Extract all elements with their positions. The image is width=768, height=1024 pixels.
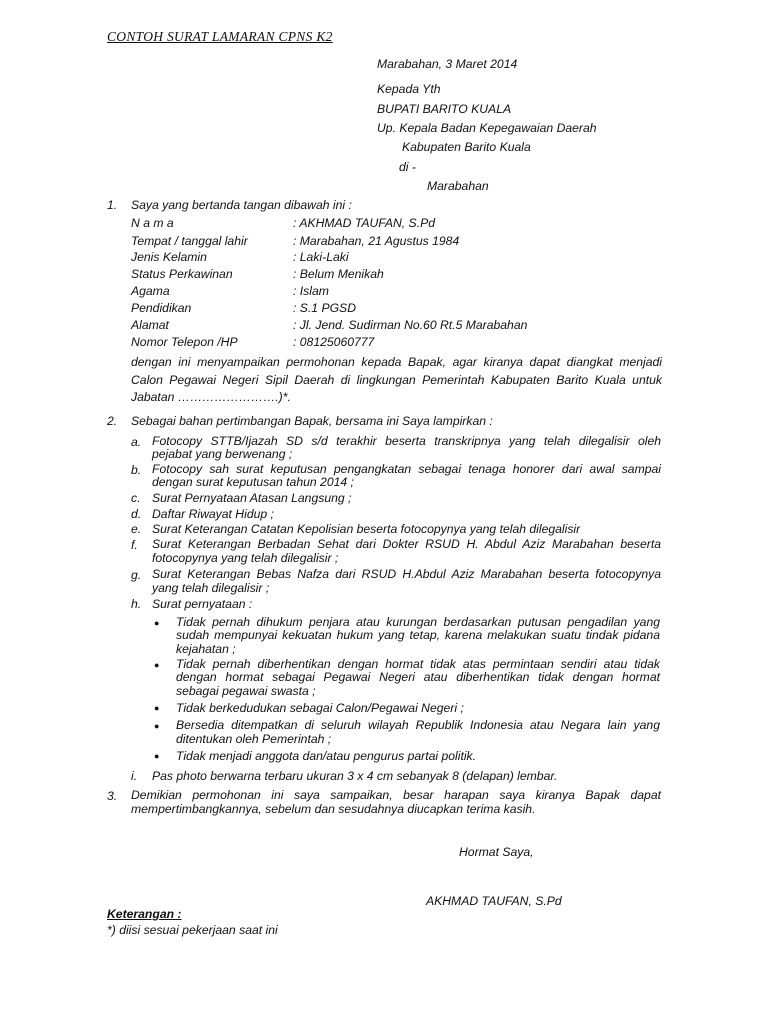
attachment-letter: b. bbox=[131, 463, 142, 477]
attachment-text: Daftar Riwayat Hidup ; bbox=[152, 507, 274, 521]
statement-text: ditentukan oleh Pemerintah ; bbox=[176, 732, 332, 746]
bullet-icon: ● bbox=[154, 618, 160, 628]
field-label: Nomor Telepon /HP bbox=[131, 335, 238, 349]
statement-text: Tidak menjadi anggota dan/atau pengurus partai politik. bbox=[176, 749, 477, 763]
attachment-letter: h. bbox=[131, 597, 142, 611]
attachment-letter: g. bbox=[131, 568, 142, 582]
closing-paragraph-line: mempertimbangkannya, sebelum dan sesudahnya diucapkan terima kasih. bbox=[131, 802, 536, 816]
section-intro: Sebagai bahan pertimbangan Bapak, bersama ini Saya lampirkan : bbox=[131, 414, 493, 428]
closing-paragraph-line: Demikian permohonan ini saya sampaikan, besar harapan saya kiranya Bapak dapat bbox=[131, 788, 661, 802]
note-text: *) diisi sesuai pekerjaan saat ini bbox=[107, 923, 278, 937]
recipient-line: BUPATI BARITO KUALA bbox=[377, 102, 512, 116]
attachment-text: Fotocopy STTB/Ijazah SD s/d terakhir beserta transkripnya yang telah dilegalisir oleh bbox=[152, 434, 661, 448]
closing-salutation: Hormat Saya, bbox=[459, 845, 534, 859]
statement-text: Tidak berkedudukan sebagai Calon/Pegawai Negeri ; bbox=[176, 701, 464, 715]
statement-text: kejahatan ; bbox=[176, 642, 236, 656]
field-label: Agama bbox=[131, 284, 170, 298]
section-number: 3. bbox=[107, 789, 118, 803]
statement-text: Bersedia ditempatkan di seluruh wilayah Republik Indonesia atau Negara lain yang bbox=[176, 718, 660, 732]
field-value: : 08125060777 bbox=[293, 335, 375, 349]
attachment-letter: i. bbox=[131, 769, 138, 783]
field-value: : Islam bbox=[293, 284, 329, 298]
field-value: : Belum Menikah bbox=[293, 267, 384, 281]
field-label: Status Perkawinan bbox=[131, 267, 233, 281]
note-heading: Keterangan : bbox=[107, 907, 182, 921]
field-value: : Jl. Jend. Sudirman No.60 Rt.5 Marabahan bbox=[293, 318, 528, 332]
attachment-text: pejabat yang berwenang ; bbox=[152, 447, 293, 461]
field-label: Tempat / tanggal lahir bbox=[131, 234, 248, 248]
statement-text: Tidak pernah diberhentikan dengan hormat tidak atas permintaan sendiri atau tidak bbox=[176, 657, 660, 671]
section-number: 2. bbox=[107, 414, 118, 428]
signature-name: AKHMAD TAUFAN, S.Pd bbox=[426, 894, 562, 908]
attachment-text: yang telah dilegalisir ; bbox=[152, 581, 270, 595]
field-value: : Laki-Laki bbox=[293, 250, 349, 264]
statement-text: sudah mempunyai kekuatan hukum yang tetap, karena melakukan suatu tindak pidana bbox=[176, 628, 660, 642]
field-label: Pendidikan bbox=[131, 301, 192, 315]
bullet-icon: ● bbox=[154, 703, 160, 713]
attachment-text: Surat Keterangan Berbadan Sehat dari Dokter RSUD H. Abdul Aziz Marabahan beserta bbox=[152, 537, 661, 551]
attachment-text: Surat Keterangan Catatan Kepolisian beserta fotocopynya yang telah dilegalisir bbox=[152, 522, 581, 536]
recipient-line: Up. Kepala Badan Kepegawaian Daerah bbox=[377, 121, 597, 135]
attachment-text: dengan surat keputusan tahun 2014 ; bbox=[152, 475, 354, 489]
field-value: : S.1 PGSD bbox=[293, 301, 356, 315]
bullet-icon: ● bbox=[154, 721, 160, 731]
attachment-letter: d. bbox=[131, 507, 142, 521]
attachment-letter: e. bbox=[131, 522, 142, 536]
field-label: Alamat bbox=[131, 318, 169, 332]
field-value: : Marabahan, 21 Agustus 1984 bbox=[293, 234, 460, 248]
section-number: 1. bbox=[107, 198, 118, 212]
request-paragraph-line: dengan ini menyampaikan permohonan kepada Bapak, agar kiranya dapat diangkat menjadi bbox=[131, 355, 662, 369]
field-label: Jenis Kelamin bbox=[131, 250, 207, 264]
attachment-text: Surat Keterangan Bebas Nafza dari RSUD H.Abdul Aziz Marabahan beserta fotocopynya bbox=[152, 567, 661, 581]
statement-text: dengan hormat sebagai Pegawai Negeri atau diberhentikan tidak dengan hormat bbox=[176, 670, 660, 684]
attachment-letter: c. bbox=[131, 491, 141, 505]
bullet-icon: ● bbox=[154, 660, 160, 670]
place-date: Marabahan, 3 Maret 2014 bbox=[377, 57, 518, 71]
attachment-text: Surat pernyataan : bbox=[152, 597, 253, 611]
attachment-text: Surat Pernyataan Atasan Langsung ; bbox=[152, 491, 352, 505]
recipient-line: Kepada Yth bbox=[377, 82, 441, 96]
attachment-text: Fotocopy sah surat keputusan pengangkatan sebagai tenaga honorer dari awal sampai bbox=[152, 462, 661, 476]
attachment-letter: f. bbox=[131, 538, 138, 552]
attachment-text: Pas photo berwarna terbaru ukuran 3 x 4 cm sebanyak 8 (delapan) lembar. bbox=[152, 769, 558, 783]
attachment-text: fotocopynya yang telah dilegalisir ; bbox=[152, 551, 339, 565]
bullet-icon: ● bbox=[154, 751, 160, 761]
statement-text: Tidak pernah dihukum penjara atau kurungan berdasarkan putusan pengadilan yang bbox=[176, 615, 660, 629]
document-title: CONTOH SURAT LAMARAN CPNS K2 bbox=[107, 29, 333, 44]
field-value: : AKHMAD TAUFAN, S.Pd bbox=[293, 216, 435, 230]
section-intro: Saya yang bertanda tangan dibawah ini : bbox=[131, 198, 352, 212]
attachment-letter: a. bbox=[131, 435, 142, 449]
recipient-line: di - bbox=[399, 160, 416, 174]
statement-text: sebagai pegawai swasta ; bbox=[176, 684, 316, 698]
field-label: N a m a bbox=[131, 216, 174, 230]
recipient-line: Marabahan bbox=[427, 179, 489, 193]
recipient-line: Kabupaten Barito Kuala bbox=[402, 140, 531, 154]
request-paragraph-line: Jabatan …………………….)*. bbox=[131, 390, 291, 404]
request-paragraph-line: Calon Pegawai Negeri Sipil Daerah di lingkungan Pemerintah Kabupaten Barito Kuala untuk bbox=[131, 373, 662, 387]
